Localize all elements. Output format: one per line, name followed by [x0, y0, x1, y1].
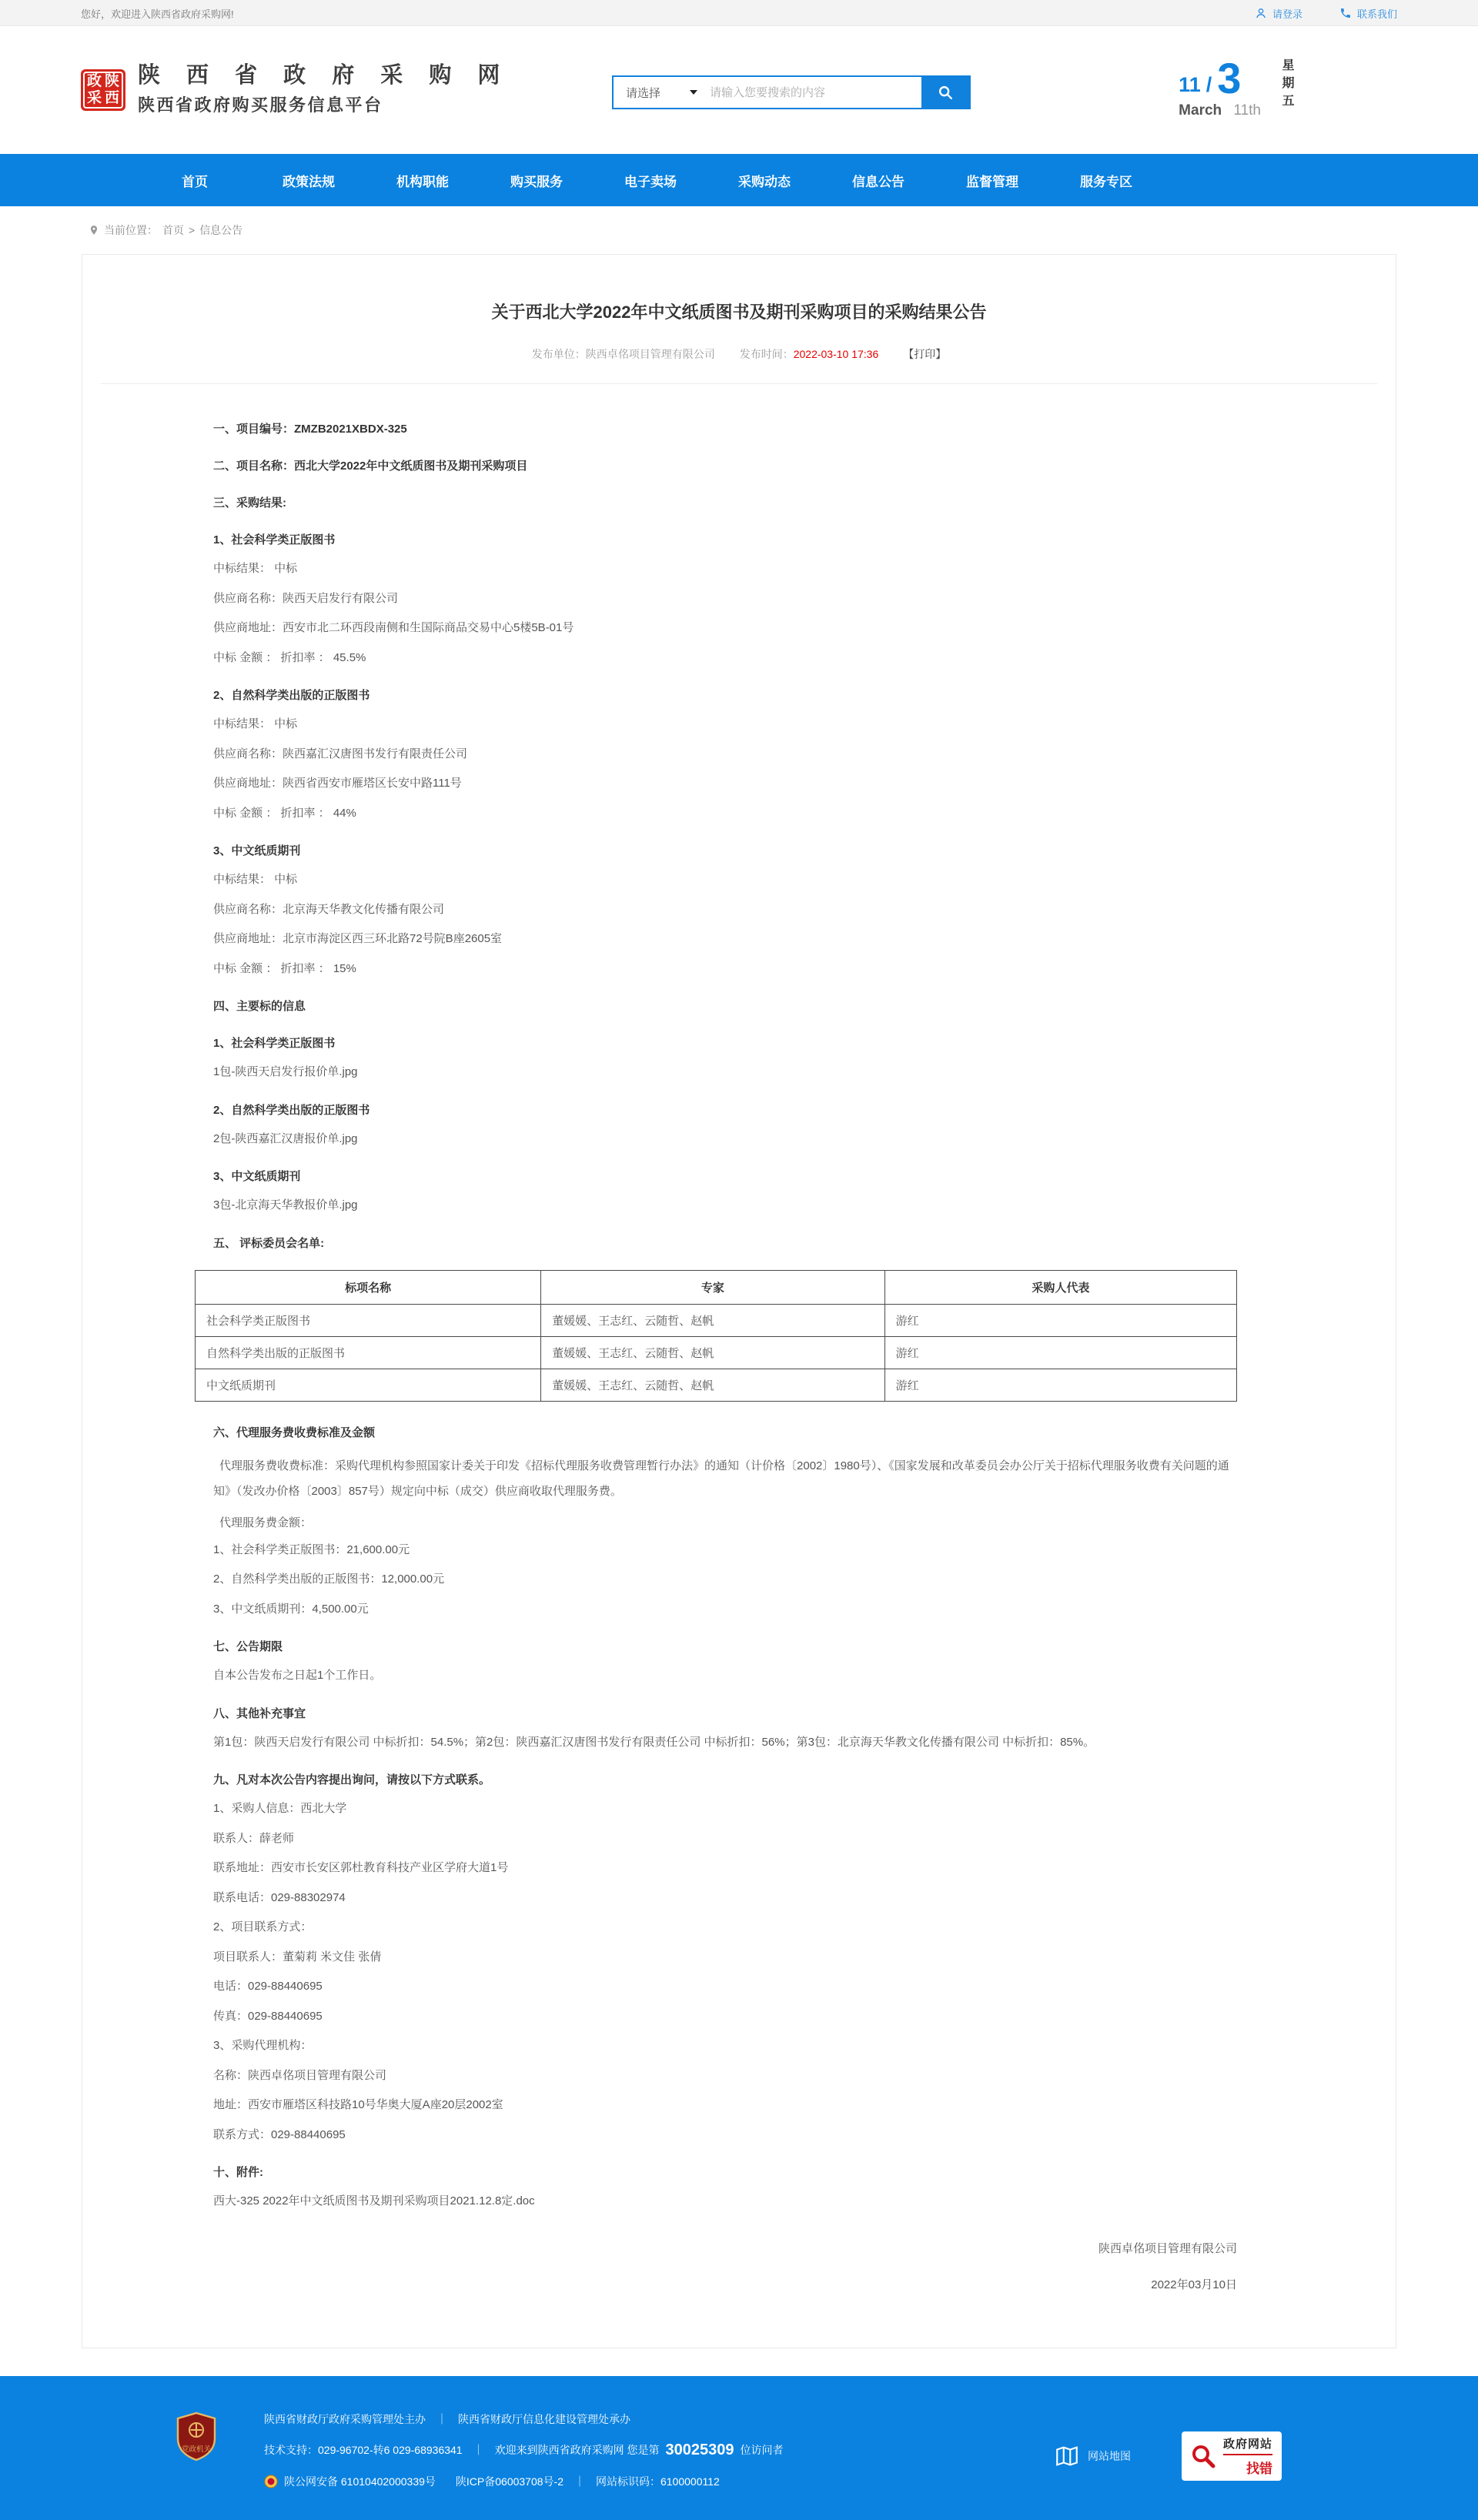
- nav-item-policies[interactable]: 政策法规: [283, 174, 335, 189]
- column-header: 采购人代表: [884, 1270, 1236, 1304]
- logo-seal-icon: [81, 69, 125, 111]
- nav-item-home[interactable]: 首页: [182, 174, 208, 189]
- publish-time-label: 发布时间：: [739, 348, 794, 360]
- section-heading: 1、社会科学类正版图书: [213, 533, 336, 546]
- section-heading: 五、 评标委员会名单:: [213, 1236, 325, 1250]
- publisher-name: 陕西卓佲项目管理有限公司: [585, 348, 715, 360]
- body-line: 中标结果： 中标: [213, 717, 298, 730]
- breadcrumb-current[interactable]: 信息公告: [199, 224, 243, 236]
- footer-line-1: [264, 2411, 783, 2427]
- section-heading: 二、项目名称：西北大学2022年中文纸质图书及期刊采购项目: [213, 460, 528, 473]
- breadcrumb-home[interactable]: 首页: [162, 224, 184, 236]
- body-line: 地址：西安市雁塔区科技路10号华奥大厦A座20层2002室: [213, 2098, 503, 2111]
- table-header-row: [196, 1270, 1237, 1304]
- police-record-number: 陕公网安备 61010402000339号: [284, 2475, 436, 2488]
- nav-item-purchase-services[interactable]: 购买服务: [510, 174, 563, 189]
- footer-organizer: 陕西省财政厅信息化建设管理处承办: [458, 2412, 630, 2425]
- table-row: [196, 1304, 1237, 1336]
- error-report-logo-icon: [1189, 2442, 1217, 2470]
- footer-separator: ｜: [436, 2412, 447, 2425]
- body-line: 传真：029-88440695: [213, 2009, 323, 2023]
- footer-welcome: 欢迎来到陕西省政府采购网 您是第: [494, 2444, 660, 2456]
- date-slash: /: [1205, 73, 1212, 97]
- signature-block: [213, 2240, 1237, 2292]
- column-header: 专家: [541, 1270, 884, 1304]
- visitor-count: 30025309: [665, 2441, 734, 2458]
- table-cell: 中文纸质期刊: [196, 1369, 541, 1401]
- site-title: 陕 西 省 政 府 采 购 网: [138, 63, 510, 89]
- badge-rule: [1223, 2454, 1272, 2455]
- site-subtitle: 陕西省政府购买服务信息平台: [138, 95, 383, 115]
- body-line: 联系地址：西安市长安区郭杜教育科技产业区学府大道1号: [213, 1861, 509, 1874]
- body-line: 联系方式：029-88440695: [213, 2127, 346, 2141]
- date-day-ordinal: 11th: [1233, 102, 1261, 119]
- section-heading: 1、社会科学类正版图书: [213, 1037, 336, 1050]
- body-line: 供应商地址：陕西省西安市雁塔区长安中路111号: [213, 777, 462, 790]
- footer-line-3: [264, 2474, 783, 2489]
- nav-item-procurement-news[interactable]: 采购动态: [738, 174, 791, 189]
- table-cell: 游红: [884, 1369, 1236, 1401]
- nav-item-functions[interactable]: 机构职能: [396, 174, 449, 189]
- sitemap-link[interactable]: [1054, 2443, 1131, 2469]
- footer: [0, 2376, 1478, 2520]
- user-icon: [1255, 7, 1267, 19]
- body-line: 3、采购代理机构：: [213, 2039, 313, 2052]
- footer-line-2: [264, 2441, 783, 2459]
- date-month-name: March: [1179, 102, 1222, 119]
- body-line: 供应商名称：陕西天启发行有限公司: [213, 591, 399, 605]
- body-line: 代理服务费收费标准：采购代理机构参照国家计委关于印发《招标代理服务收费管理暂行办法》的通知（计价格〔2002〕1980号）、《国家发展和改革委员会办公厅关于招标代理服务收费有关问题的通知》（发改办价格〔2003〕857号）规定向中标（成交）供应商收取代理服务费。: [213, 1459, 1229, 1498]
- seal-char: 政: [86, 72, 102, 89]
- section-heading: 3、中文纸质期刊: [213, 844, 301, 857]
- table-cell: 游红: [884, 1304, 1236, 1336]
- body-line: 中标 金额 ： 折扣率 ： 45.5%: [213, 650, 366, 664]
- table-cell: 游红: [884, 1336, 1236, 1369]
- login-link[interactable]: [1255, 6, 1302, 21]
- emblem-label: 党政机关: [181, 2445, 212, 2454]
- badge-title: 政府网站: [1223, 2437, 1273, 2451]
- breadcrumb-separator: >: [189, 224, 196, 236]
- seal-char: 采: [86, 89, 102, 106]
- search-input[interactable]: [697, 86, 921, 99]
- breadcrumb-label: 当前位置：: [104, 224, 158, 236]
- publisher-label: 发布单位：: [531, 348, 586, 360]
- section-heading: 十、附件:: [213, 2166, 263, 2179]
- body-line: 自本公告发布之日起1个工作日。: [213, 1669, 382, 1682]
- government-emblem-icon: [175, 2411, 218, 2466]
- body-line: 名称：陕西卓佲项目管理有限公司: [213, 2068, 387, 2082]
- body-line: 1、采购人信息：西北大学: [213, 1802, 347, 1815]
- contact-link[interactable]: [1339, 6, 1397, 21]
- body-line: 1、社会科学类正版图书：21,600.00元: [213, 1542, 410, 1556]
- table-row: [196, 1369, 1237, 1401]
- body-line: 供应商名称：陕西嘉汇汉唐图书发行有限责任公司: [213, 747, 468, 760]
- topbar: [0, 0, 1478, 26]
- body-line: 2、自然科学类出版的正版图书：12,000.00元: [213, 1572, 445, 1586]
- print-button[interactable]: 【打印】: [903, 348, 947, 360]
- table-cell: 董媛媛、王志红、云随哲、赵帆: [541, 1336, 884, 1369]
- section-heading: 四、主要标的信息: [213, 1000, 306, 1013]
- section-heading: 九、凡对本次公告内容提出询问，请按以下方式联系。: [213, 1773, 491, 1786]
- publish-time: 2022-03-10 17:36: [793, 348, 879, 360]
- date-widget: [1179, 53, 1296, 122]
- body-line: 中标 金额 ： 折扣率 ： 15%: [213, 961, 356, 975]
- body-line: 联系人：薛老师: [213, 1831, 295, 1845]
- body-line: 1包-陕西天启发行报价单.jpg: [213, 1065, 358, 1078]
- section-heading: 六、代理服务费收费标准及金额: [213, 1425, 376, 1439]
- sitemap-icon: [1054, 2443, 1080, 2469]
- table-cell: 董媛媛、王志红、云随哲、赵帆: [541, 1369, 884, 1401]
- column-header: 标项名称: [196, 1270, 541, 1304]
- body-line: 联系电话：029-88302974: [213, 1890, 346, 1904]
- body-line: 中标结果： 中标: [213, 562, 298, 575]
- table-cell: 董媛媛、王志红、云随哲、赵帆: [541, 1304, 884, 1336]
- body-line: 项目联系人：董菊莉 米文佳 张倩: [213, 1950, 382, 1964]
- footer-tech-support: 技术支持：029-96702-转6 029-68936341: [264, 2444, 463, 2456]
- attachment-link[interactable]: 西大-325 2022年中文纸质图书及期刊采购项目2021.12.8定.doc: [213, 2194, 535, 2208]
- section-heading: 2、自然科学类出版的正版图书: [213, 689, 370, 702]
- location-pin-icon: [89, 225, 99, 236]
- contact-label: 联系我们: [1356, 8, 1397, 20]
- page-title: 关于西北大学2022年中文纸质图书及期刊采购项目的采购结果公告: [491, 302, 987, 322]
- sitemap-label: 网站地图: [1088, 2449, 1131, 2462]
- date-weekday: 星期五: [1280, 58, 1293, 112]
- greeting-text: 您好，欢迎进入陕西省政府采购网!: [81, 8, 234, 20]
- date-day: 11: [1179, 73, 1201, 97]
- table-row: [196, 1336, 1237, 1369]
- public-security-badge-icon: [264, 2475, 278, 2488]
- section-heading: 三、采购结果:: [213, 496, 286, 510]
- footer-separator: ｜: [473, 2444, 484, 2456]
- evaluation-committee-table: [195, 1270, 1237, 1402]
- footer-visitor-suffix: 位访问者: [740, 2444, 784, 2456]
- nav-item-announcements[interactable]: 信息公告: [852, 174, 905, 189]
- section-heading: 一、项目编号：ZMZB2021XBDX-325: [213, 423, 407, 436]
- signature-date: 2022年03月10日: [1151, 2278, 1237, 2291]
- breadcrumb: [0, 206, 1478, 254]
- section-heading: 八、其他补充事宜: [213, 1706, 306, 1720]
- search-icon: [937, 84, 954, 101]
- nav-item-supervision[interactable]: 监督管理: [966, 174, 1018, 189]
- body-line: 代理服务费金额：: [219, 1516, 313, 1529]
- body-line: 3、中文纸质期刊：4,500.00元: [213, 1602, 369, 1616]
- site-logo[interactable]: [81, 64, 510, 116]
- search-category-select[interactable]: [614, 85, 697, 101]
- gov-site-error-report-badge[interactable]: [1182, 2431, 1282, 2481]
- body-line: 电话：029-88440695: [213, 1980, 323, 1993]
- body-line: 第1包：陕西天启发行有限公司 中标折扣：54.5%；第2包：陕西嘉汇汉唐图书发行有限责任公司 中标折扣：56%；第3包：北京海天华教文化传播有限公司 中标折扣：85%。: [213, 1735, 1095, 1749]
- footer-separator: ｜: [573, 2475, 585, 2488]
- chevron-down-icon: [690, 90, 697, 95]
- nav-item-e-market[interactable]: 电子卖场: [624, 174, 677, 189]
- article-body: [82, 384, 1396, 2292]
- site-header: [0, 26, 1478, 154]
- body-line: 中标 金额 ： 折扣率 ： 44%: [213, 806, 356, 820]
- nav-item-service-zone[interactable]: 服务专区: [1080, 174, 1132, 189]
- body-line: 供应商名称：北京海天华教文化传播有限公司: [213, 902, 445, 916]
- main-nav: [0, 154, 1478, 206]
- search-bar: [612, 75, 971, 109]
- body-line: 供应商地址：西安市北二环西段南侧和生国际商品交易中心5楼5B-01号: [213, 621, 574, 634]
- footer-host: 陕西省财政厅政府采购管理处主办: [264, 2412, 426, 2425]
- announcement-card: [82, 254, 1396, 2348]
- date-month-number: 3: [1217, 53, 1242, 102]
- icp-record-number: 陕ICP备06003708号-2: [455, 2475, 563, 2488]
- body-line: 2包-陕西嘉汇汉唐报价单.jpg: [213, 1131, 358, 1145]
- body-line: 3包-北京海天华教报价单.jpg: [213, 1198, 358, 1212]
- search-select-value: 请选择: [626, 86, 661, 100]
- body-line: 供应商地址：北京市海淀区西三环北路72号院B座2605室: [213, 932, 503, 945]
- table-cell: 自然科学类出版的正版图书: [196, 1336, 541, 1369]
- section-heading: 七、公告期限: [213, 1640, 283, 1653]
- seal-char: 西: [104, 89, 119, 106]
- article-meta: [82, 346, 1396, 362]
- section-heading: 2、自然科学类出版的正版图书: [213, 1103, 370, 1117]
- login-label: 请登录: [1272, 8, 1302, 20]
- seal-char: 陕: [104, 72, 119, 89]
- body-line: 2、项目联系方式：: [213, 1920, 313, 1933]
- signature-company: 陕西卓佲项目管理有限公司: [1098, 2241, 1237, 2255]
- section-heading: 3、中文纸质期刊: [213, 1170, 301, 1183]
- phone-icon: [1339, 7, 1352, 19]
- search-button[interactable]: [921, 77, 969, 108]
- site-identifier-code: 网站标识码：6100000112: [595, 2475, 720, 2488]
- table-cell: 社会科学类正版图书: [196, 1304, 541, 1336]
- badge-subtitle: 找错: [1246, 2461, 1273, 2476]
- body-line: 中标结果： 中标: [213, 873, 298, 886]
